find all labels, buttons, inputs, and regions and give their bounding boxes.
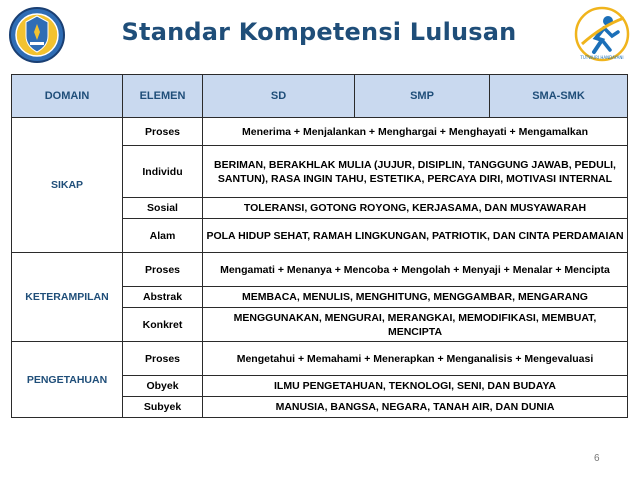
column-header-smp: SMP bbox=[355, 75, 490, 118]
tutwuri-handayani-logo bbox=[574, 6, 630, 62]
column-header-sd: SD bbox=[203, 75, 355, 118]
competency-cell: TOLERANSI, GOTONG ROYONG, KERJASAMA, DAN MUSYAWARAH bbox=[203, 198, 628, 219]
elemen-cell: Proses bbox=[123, 342, 203, 376]
elemen-cell: Sosial bbox=[123, 198, 203, 219]
competency-cell: MEMBACA, MENULIS, MENGHITUNG, MENGGAMBAR, MENGARANG bbox=[203, 287, 628, 308]
competency-cell: POLA HIDUP SEHAT, RAMAH LINGKUNGAN, PATRIOTIK, DAN CINTA PERDAMAIAN bbox=[203, 219, 628, 253]
column-header-elemen: ELEMEN bbox=[123, 75, 203, 118]
elemen-cell: Proses bbox=[123, 118, 203, 146]
table-header-row bbox=[12, 75, 628, 118]
competency-cell: MANUSIA, BANGSA, NEGARA, TANAH AIR, DAN DUNIA bbox=[203, 397, 628, 418]
competency-cell: BERIMAN, BERAKHLAK MULIA (JUJUR, DISIPLIN, TANGGUNG JAWAB, PEDULI, SANTUN), RASA INGIN TAHU, ESTETIKA, PERCAYA DIRI, MOTIVASI INTERNAL bbox=[203, 146, 628, 198]
elemen-cell: Subyek bbox=[123, 397, 203, 418]
page-number: 6 bbox=[594, 453, 600, 464]
competency-cell: Mengamati + Menanya + Mencoba + Mengolah + Menyaji + Menalar + Mencipta bbox=[203, 253, 628, 287]
elemen-cell: Obyek bbox=[123, 376, 203, 397]
competency-cell: Mengetahui + Memahami + Menerapkan + Menganalisis + Mengevaluasi bbox=[203, 342, 628, 376]
domain-cell-keterampilan: KETERAMPILAN bbox=[12, 253, 123, 342]
competency-table bbox=[11, 74, 627, 418]
logo-caption: TUTWURI HANDAYANI bbox=[580, 55, 624, 60]
table-row bbox=[12, 342, 628, 376]
column-header-domain: DOMAIN bbox=[12, 75, 123, 118]
elemen-cell: Konkret bbox=[123, 308, 203, 342]
domain-cell-pengetahuan: PENGETAHUAN bbox=[12, 342, 123, 418]
elemen-cell: Individu bbox=[123, 146, 203, 198]
domain-cell-sikap: SIKAP bbox=[12, 118, 123, 253]
competency-cell: MENGGUNAKAN, MENGURAI, MERANGKAI, MEMODIFIKASI, MEMBUAT, MENCIPTA bbox=[203, 308, 628, 342]
elemen-cell: Abstrak bbox=[123, 287, 203, 308]
competency-cell: ILMU PENGETAHUAN, TEKNOLOGI, SENI, DAN BUDAYA bbox=[203, 376, 628, 397]
column-header-sma-smk: SMA-SMK bbox=[490, 75, 628, 118]
elemen-cell: Proses bbox=[123, 253, 203, 287]
table-row bbox=[12, 118, 628, 146]
table-row bbox=[12, 253, 628, 287]
elemen-cell: Alam bbox=[123, 219, 203, 253]
page-title: Standar Kompetensi Lulusan bbox=[121, 18, 517, 46]
competency-cell: Menerima + Menjalankan + Menghargai + Menghayati + Mengamalkan bbox=[203, 118, 628, 146]
